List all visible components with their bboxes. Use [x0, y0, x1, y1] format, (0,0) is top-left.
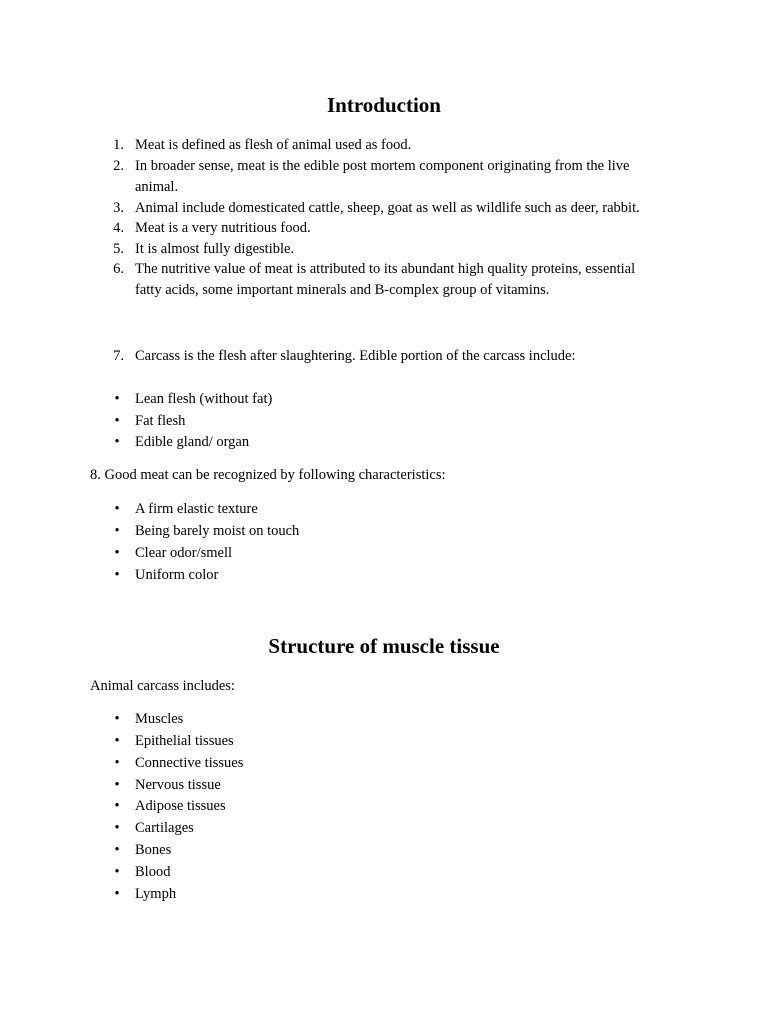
list-number: 7. [113, 348, 124, 364]
structure-intro: Animal carcass includes: [90, 678, 235, 694]
list-number: 6. [113, 261, 124, 277]
bullet-item: Cartilages [135, 820, 194, 836]
bullet-item: Lean flesh (without fat) [135, 391, 273, 407]
bullet-item: Epithelial tissues [135, 733, 234, 749]
bullet-item: Being barely moist on touch [135, 523, 300, 539]
list-number: 5. [113, 241, 124, 257]
list-item-text: Carcass is the flesh after slaughtering. Edible portion of the carcass include: [135, 348, 576, 364]
bullet-item: Muscles [135, 711, 184, 727]
list-number: 2. [113, 158, 124, 174]
list-item-text: Animal include domesticated cattle, sheep, goat as well as wildlife such as deer, rabbit. [135, 200, 640, 216]
bullet-icon: • [114, 545, 120, 561]
bullet-item: Adipose tissues [135, 798, 226, 814]
bullet-icon: • [114, 777, 120, 793]
list-number: 4. [113, 220, 124, 236]
bullet-icon: • [114, 567, 120, 583]
bullet-icon: • [114, 886, 120, 902]
bullet-item: Nervous tissue [135, 777, 221, 793]
bullet-item: Clear odor/smell [135, 545, 233, 561]
list-item-text: fatty acids, some important minerals and B-complex group of vitamins. [135, 282, 550, 298]
bullet-icon: • [114, 523, 120, 539]
bullet-icon: • [114, 434, 120, 450]
bullet-icon: • [114, 733, 120, 749]
bullet-item: A firm elastic texture [135, 501, 258, 517]
bullet-icon: • [114, 501, 120, 517]
list-item-text: It is almost fully digestible. [135, 241, 295, 257]
bullet-item: Blood [135, 864, 171, 880]
bullet-icon: • [114, 842, 120, 858]
bullet-icon: • [114, 798, 120, 814]
paragraph-item-8: 8. Good meat can be recognized by following characteristics: [90, 467, 446, 483]
bullet-item: Connective tissues [135, 755, 244, 771]
bullet-item: Fat flesh [135, 413, 186, 429]
list-item-text: animal. [135, 179, 179, 195]
list-item-text: In broader sense, meat is the edible post mortem component originating from the live [135, 158, 630, 174]
bullet-icon: • [114, 820, 120, 836]
bullet-icon: • [114, 413, 120, 429]
bullet-item: Lymph [135, 886, 177, 902]
bullet-icon: • [114, 864, 120, 880]
intro-title: Introduction [327, 93, 441, 117]
list-item-text: Meat is defined as flesh of animal used as food. [135, 137, 412, 153]
bullet-icon: • [114, 391, 120, 407]
structure-title: Structure of muscle tissue [268, 634, 500, 658]
list-item-text: Meat is a very nutritious food. [135, 220, 311, 236]
bullet-item: Bones [135, 842, 172, 858]
bullet-item: Uniform color [135, 567, 219, 583]
bullet-icon: • [114, 755, 120, 771]
bullet-icon: • [114, 711, 120, 727]
list-number: 3. [113, 200, 124, 216]
list-number: 1. [113, 137, 124, 153]
list-item-text: The nutritive value of meat is attributed to its abundant high quality proteins, essential [135, 261, 636, 277]
bullet-item: Edible gland/ organ [135, 434, 250, 450]
